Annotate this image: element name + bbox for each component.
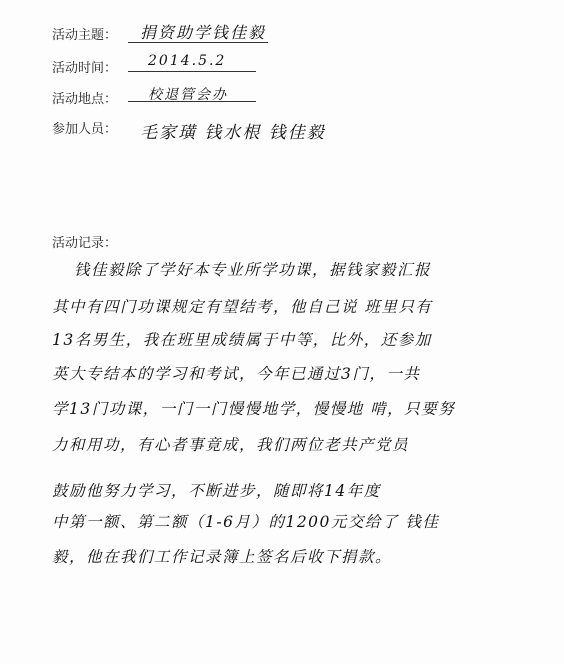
record-line-5: 学13门功课，一门一门慢慢地学，慢慢地 啃，只要努	[52, 400, 456, 418]
time-label: 活动时间：	[52, 61, 118, 76]
record-line-3: 13名男生，我在班里成绩属于中等，比外，还参加	[52, 331, 432, 349]
record-line-6: 力和用功，有心者事竟成，我们两位老共产党员	[52, 436, 410, 454]
topic-underline	[128, 42, 268, 43]
location-label: 活动地点：	[52, 92, 118, 107]
record-line-1: 钱佳毅除了学好本专业所学功课，据钱家毅汇报	[74, 261, 432, 279]
topic-value: 捐资助学钱佳毅	[140, 23, 267, 42]
time-value: 2014.5.2	[148, 53, 227, 69]
participants-value: 毛家璜 钱水根 钱佳毅	[140, 123, 326, 143]
participants-label: 参加人员：	[52, 122, 118, 137]
record-line-4: 英大专结本的学习和考试，今年已通过3门，一共	[52, 365, 421, 383]
location-underline	[128, 101, 256, 102]
topic-label: 活动主题：	[52, 28, 118, 43]
record-line-7: 鼓励他努力学习，不断进步，随即将14年度	[52, 482, 381, 500]
location-value: 校退管会办	[148, 87, 228, 103]
record-line-9: 毅，他在我们工作记录簿上签名后收下捐款。	[52, 548, 393, 566]
record-line-2: 其中有四门功课规定有望结考，他自己说 班里只有	[52, 298, 433, 316]
record-line-8: 中第一额、第二额（1-6月）的1200元交给了 钱佳	[52, 513, 440, 531]
time-underline	[128, 71, 256, 72]
record-label: 活动记录：	[52, 236, 118, 251]
